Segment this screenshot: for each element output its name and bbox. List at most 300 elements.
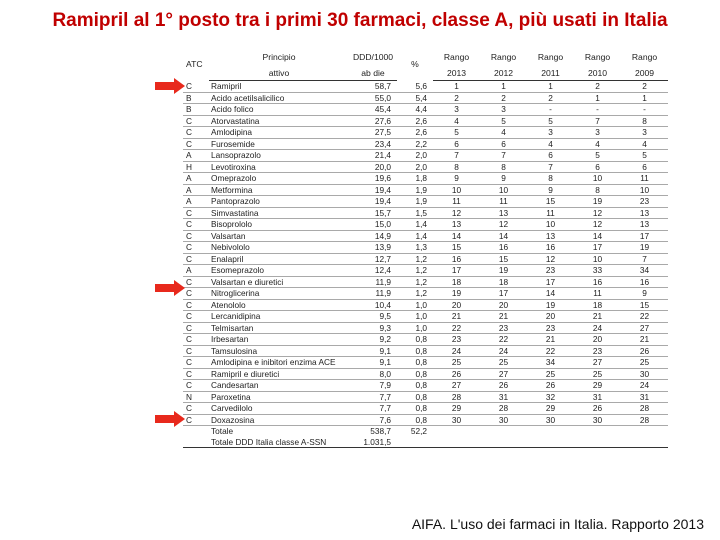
cell-rank-2013: 3 [433,104,480,116]
cell-rank-2013: 11 [433,196,480,208]
table-row [183,219,668,231]
cell-atc: C [183,115,209,127]
source-caption: AIFA. L'uso dei farmaci in Italia. Rapporto 2013 [411,516,704,532]
cell-atc: C [183,322,209,334]
cell-ddd: 12,7 [349,253,397,265]
cell-rank-2010: 6 [574,161,621,173]
table-row [183,92,668,104]
table-row [183,299,668,311]
cell-percent: 0,8 [397,345,433,357]
cell-rank-2013: 1 [433,81,480,93]
cell-ddd: 19,6 [349,173,397,185]
cell-rank-2010: 23 [574,345,621,357]
cell-atc: B [183,104,209,116]
cell-rank-2010: 3 [574,127,621,139]
cell-percent: 5,6 [397,81,433,93]
cell-atc: C [183,334,209,346]
cell-atc: C [183,345,209,357]
cell-percent: 1,3 [397,242,433,254]
cell-atc: B [183,92,209,104]
header-year-2011: 2011 [527,65,574,81]
cell-rank-2009: 22 [621,311,668,323]
cell-ddd: 9,5 [349,311,397,323]
cell-rank-2013: 12 [433,207,480,219]
cell-rank-2009: 8 [621,115,668,127]
cell-percent: 1,0 [397,311,433,323]
slide-title: Ramipril al 1° posto tra i primi 30 farmaci, classe A, più usati in Italia [52,10,668,31]
arrow-icon [155,78,185,94]
cell-percent: 2,2 [397,138,433,150]
cell-percent: 0,8 [397,391,433,403]
cell-rank-2009: 7 [621,253,668,265]
total-percent: 52,2 [410,426,427,436]
cell-rank-2012: 21 [480,311,527,323]
cell-rank-2012: 12 [480,219,527,231]
cell-rank-2009: - [621,104,668,116]
cell-rank-2010: 11 [574,288,621,300]
table-row [183,357,668,369]
header-ddd: DDD/1000 [352,51,394,62]
cell-rank-2011: 20 [527,311,574,323]
cell-rank-2009: 34 [621,265,668,277]
cell-atc: C [183,357,209,369]
cell-empty [433,437,480,448]
cell-rank-2012: 16 [480,242,527,254]
cell-atc: C [183,380,209,392]
cell-percent: 1,8 [397,173,433,185]
table-row [183,173,668,185]
cell-principio: Omeprazolo [209,173,349,185]
cell-principio: Furosemide [209,138,349,150]
cell-empty [527,437,574,448]
cell-rank-2012: 9 [480,173,527,185]
cell-rank-2011: 12 [527,253,574,265]
cell-rank-2013: 29 [433,403,480,415]
cell-atc: C [183,311,209,323]
cell-rank-2011: 1 [527,81,574,93]
header-principio: Principio [262,51,296,62]
cell-rank-2013: 22 [433,322,480,334]
cell-percent: 1,0 [397,322,433,334]
cell-rank-2010: 1 [574,92,621,104]
cell-ddd: 9,1 [349,357,397,369]
cell-rank-2010: 29 [574,380,621,392]
header-attivo: attivo [209,65,349,81]
cell-rank-2009: 11 [621,173,668,185]
cell-rank-2009: 15 [621,299,668,311]
cell-rank-2011: 10 [527,219,574,231]
cell-principio: Acido acetilsalicilico [209,92,349,104]
cell-rank-2011: 25 [527,368,574,380]
cell-rank-2012: 2 [480,92,527,104]
cell-rank-2013: 19 [433,288,480,300]
cell-rank-2009: 26 [621,345,668,357]
cell-rank-2010: 8 [574,184,621,196]
cell-principio: Bisoprololo [209,219,349,231]
cell-rank-2013: 16 [433,253,480,265]
cell-ddd: 11,9 [349,276,397,288]
cell-percent: 1,4 [397,219,433,231]
cell-rank-2010: 7 [574,115,621,127]
cell-percent: 2,6 [397,127,433,139]
cell-rank-2013: 20 [433,299,480,311]
header-year-2012: 2012 [480,65,527,81]
cell-rank-2012: 11 [480,196,527,208]
header-year-2009: 2009 [621,65,668,81]
cell-percent: 1,2 [397,276,433,288]
cell-atc: A [183,184,209,196]
cell-rank-2010: 21 [574,311,621,323]
cell-rank-2013: 5 [433,127,480,139]
cell-rank-2009: 10 [621,184,668,196]
cell-rank-2012: 26 [480,380,527,392]
cell-rank-2011: 15 [527,196,574,208]
cell-percent: 0,8 [397,380,433,392]
cell-empty [480,437,527,448]
cell-rank-2013: 17 [433,265,480,277]
cell-percent: 2,6 [397,115,433,127]
cell-rank-2012: 4 [480,127,527,139]
cell-rank-2013: 18 [433,276,480,288]
cell-principio: Ramipril e diuretici [209,368,349,380]
total-row [183,426,668,437]
cell-principio: Atorvastatina [209,115,349,127]
table-row [183,150,668,162]
table-row [183,311,668,323]
cell-rank-2009: 30 [621,368,668,380]
total-italy-ddd: 1.031,5 [349,437,397,448]
cell-principio: Levotiroxina [209,161,349,173]
table-row [183,403,668,415]
cell-percent: 0,8 [397,334,433,346]
cell-empty [574,437,621,448]
cell-rank-2010: 12 [574,219,621,231]
cell-rank-2009: 17 [621,230,668,242]
cell-rank-2012: 13 [480,207,527,219]
cell-ddd: 9,2 [349,334,397,346]
cell-rank-2009: 31 [621,391,668,403]
cell-atc: C [183,253,209,265]
cell-percent: 0,8 [397,357,433,369]
cell-rank-2012: 10 [480,184,527,196]
cell-rank-2013: 7 [433,150,480,162]
cell-principio: Telmisartan [209,322,349,334]
table-row [183,391,668,403]
cell-ddd: 7,6 [349,414,397,426]
cell-rank-2009: 4 [621,138,668,150]
cell-ddd: 9,3 [349,322,397,334]
table-row [183,345,668,357]
cell-rank-2013: 30 [433,414,480,426]
cell-percent: 4,4 [397,104,433,116]
cell-rank-2013: 9 [433,173,480,185]
cell-rank-2010: 17 [574,242,621,254]
cell-rank-2011: 34 [527,357,574,369]
cell-principio: Amlodipina e inibitori enzima ACE [209,357,349,369]
table-row [183,288,668,300]
header-rank-2013: Rango [443,51,470,62]
cell-atc: C [183,230,209,242]
cell-rank-2011: 14 [527,288,574,300]
cell-rank-2010: 10 [574,253,621,265]
cell-rank-2011: 16 [527,242,574,254]
cell-rank-2011: 2 [527,92,574,104]
cell-rank-2011: 23 [527,322,574,334]
cell-percent: 1,2 [397,288,433,300]
total-ddd: 538,7 [370,426,391,436]
cell-empty [183,426,209,437]
cell-principio: Metformina [209,184,349,196]
cell-empty [621,437,668,448]
cell-atc: C [183,242,209,254]
cell-percent: 1,2 [397,265,433,277]
cell-rank-2011: 3 [527,127,574,139]
cell-ddd: 27,5 [349,127,397,139]
cell-rank-2013: 2 [433,92,480,104]
cell-rank-2012: 1 [480,81,527,93]
cell-ddd: 27,6 [349,115,397,127]
cell-rank-2013: 8 [433,161,480,173]
table-row [183,322,668,334]
header-rank-2009: Rango [631,51,658,62]
cell-rank-2010: 33 [574,265,621,277]
cell-rank-2012: 30 [480,414,527,426]
cell-rank-2009: 24 [621,380,668,392]
table-row [183,230,668,242]
cell-ddd: 15,7 [349,207,397,219]
table-row [183,380,668,392]
cell-rank-2009: 2 [621,81,668,93]
table-row [183,184,668,196]
cell-rank-2011: 22 [527,345,574,357]
header-year-2010: 2010 [574,65,621,81]
cell-empty [621,426,668,437]
cell-empty [480,426,527,437]
cell-ddd: 20,0 [349,161,397,173]
cell-rank-2011: 4 [527,138,574,150]
cell-rank-2012: 7 [480,150,527,162]
cell-rank-2012: 15 [480,253,527,265]
cell-atc: C [183,368,209,380]
cell-rank-2010: 27 [574,357,621,369]
cell-rank-2011: 13 [527,230,574,242]
table-row [183,276,668,288]
cell-atc: A [183,150,209,162]
cell-principio: Simvastatina [209,207,349,219]
cell-rank-2011: 32 [527,391,574,403]
cell-principio: Valsartan e diuretici [209,276,349,288]
table-row [183,265,668,277]
cell-principio: Esomeprazolo [209,265,349,277]
cell-principio: Carvedilolo [209,403,349,415]
cell-percent: 0,8 [397,414,433,426]
cell-rank-2009: 25 [621,357,668,369]
cell-rank-2009: 19 [621,242,668,254]
cell-principio: Enalapril [209,253,349,265]
cell-percent: 1,9 [397,184,433,196]
cell-empty [183,437,209,448]
cell-rank-2009: 28 [621,414,668,426]
drug-ranking-table [183,48,668,448]
table-header [183,48,668,81]
table-row [183,161,668,173]
cell-rank-2009: 28 [621,403,668,415]
table-row [183,127,668,139]
cell-rank-2013: 21 [433,311,480,323]
cell-rank-2012: 23 [480,322,527,334]
cell-atc: N [183,391,209,403]
header-rank-2011: Rango [537,51,564,62]
cell-percent: 1,2 [397,253,433,265]
cell-rank-2010: 16 [574,276,621,288]
cell-rank-2012: 28 [480,403,527,415]
cell-atc: C [183,403,209,415]
cell-percent: 0,8 [397,403,433,415]
table-row [183,253,668,265]
cell-rank-2012: 27 [480,368,527,380]
header-percent: % [411,59,419,70]
cell-rank-2010: 19 [574,196,621,208]
cell-rank-2010: 25 [574,368,621,380]
cell-principio: Paroxetina [209,391,349,403]
cell-empty [574,426,621,437]
cell-principio: Ramipril [209,81,349,93]
cell-rank-2010: 26 [574,403,621,415]
cell-rank-2013: 23 [433,334,480,346]
cell-ddd: 58,7 [349,81,397,93]
table-row [183,368,668,380]
cell-percent: 1,4 [397,230,433,242]
cell-rank-2011: 17 [527,276,574,288]
cell-percent: 1,5 [397,207,433,219]
cell-principio: Acido folico [209,104,349,116]
cell-principio: Valsartan [209,230,349,242]
cell-rank-2012: 19 [480,265,527,277]
cell-rank-2009: 6 [621,161,668,173]
cell-ddd: 55,0 [349,92,397,104]
cell-rank-2011: 5 [527,115,574,127]
cell-rank-2013: 4 [433,115,480,127]
cell-percent: 5,4 [397,92,433,104]
cell-atc: A [183,196,209,208]
cell-rank-2011: 21 [527,334,574,346]
cell-principio: Candesartan [209,380,349,392]
cell-rank-2010: 18 [574,299,621,311]
table-row [183,207,668,219]
cell-rank-2013: 14 [433,230,480,242]
cell-rank-2011: 19 [527,299,574,311]
cell-percent: 1,9 [397,196,433,208]
cell-rank-2011: 6 [527,150,574,162]
cell-empty [527,426,574,437]
table-body [183,81,668,448]
header-rank-2012: Rango [490,51,517,62]
table-row [183,414,668,426]
cell-atc: C [183,288,209,300]
cell-rank-2013: 24 [433,345,480,357]
cell-rank-2010: 5 [574,150,621,162]
arrow-icon [155,411,185,427]
cell-ddd: 13,9 [349,242,397,254]
cell-principio: Tamsulosina [209,345,349,357]
cell-rank-2013: 15 [433,242,480,254]
cell-rank-2010: - [574,104,621,116]
cell-rank-2012: 24 [480,345,527,357]
cell-rank-2012: 8 [480,161,527,173]
header-ab-die: ab die [349,65,397,81]
cell-ddd: 11,9 [349,288,397,300]
cell-rank-2011: 8 [527,173,574,185]
cell-ddd: 9,1 [349,345,397,357]
cell-principio: Nebivololo [209,242,349,254]
cell-rank-2010: 24 [574,322,621,334]
cell-principio: Lercanidipina [209,311,349,323]
table-row [183,104,668,116]
cell-ddd: 7,9 [349,380,397,392]
cell-rank-2009: 5 [621,150,668,162]
cell-rank-2010: 30 [574,414,621,426]
cell-rank-2012: 6 [480,138,527,150]
cell-atc: A [183,265,209,277]
cell-rank-2013: 6 [433,138,480,150]
arrow-icon [155,280,185,296]
cell-rank-2011: 23 [527,265,574,277]
cell-empty [433,426,480,437]
cell-ddd: 8,0 [349,368,397,380]
total-italy-row [183,437,668,448]
cell-rank-2012: 31 [480,391,527,403]
cell-rank-2010: 31 [574,391,621,403]
cell-principio: Atenololo [209,299,349,311]
cell-percent: 1,0 [397,299,433,311]
cell-principio: Amlodipina [209,127,349,139]
cell-ddd: 19,4 [349,196,397,208]
cell-rank-2011: 9 [527,184,574,196]
cell-rank-2009: 9 [621,288,668,300]
cell-atc: C [183,127,209,139]
cell-ddd: 23,4 [349,138,397,150]
cell-rank-2010: 12 [574,207,621,219]
cell-rank-2009: 1 [621,92,668,104]
cell-rank-2009: 13 [621,207,668,219]
cell-principio: Nitroglicerina [209,288,349,300]
cell-principio: Pantoprazolo [209,196,349,208]
cell-ddd: 45,4 [349,104,397,116]
cell-ddd: 14,9 [349,230,397,242]
cell-rank-2013: 28 [433,391,480,403]
cell-rank-2012: 17 [480,288,527,300]
cell-percent: 0,8 [397,368,433,380]
cell-rank-2011: 11 [527,207,574,219]
cell-rank-2011: 7 [527,161,574,173]
drug-table-panel [183,48,668,508]
cell-percent: 2,0 [397,150,433,162]
cell-percent: 2,0 [397,161,433,173]
cell-rank-2010: 2 [574,81,621,93]
table-row [183,115,668,127]
cell-ddd: 19,4 [349,184,397,196]
cell-rank-2012: 5 [480,115,527,127]
cell-atc: C [183,276,209,288]
cell-principio: Irbesartan [209,334,349,346]
header-rank-2010: Rango [584,51,611,62]
cell-rank-2011: - [527,104,574,116]
cell-rank-2011: 26 [527,380,574,392]
cell-rank-2012: 22 [480,334,527,346]
cell-atc: C [183,219,209,231]
table-row [183,196,668,208]
cell-atc: C [183,138,209,150]
